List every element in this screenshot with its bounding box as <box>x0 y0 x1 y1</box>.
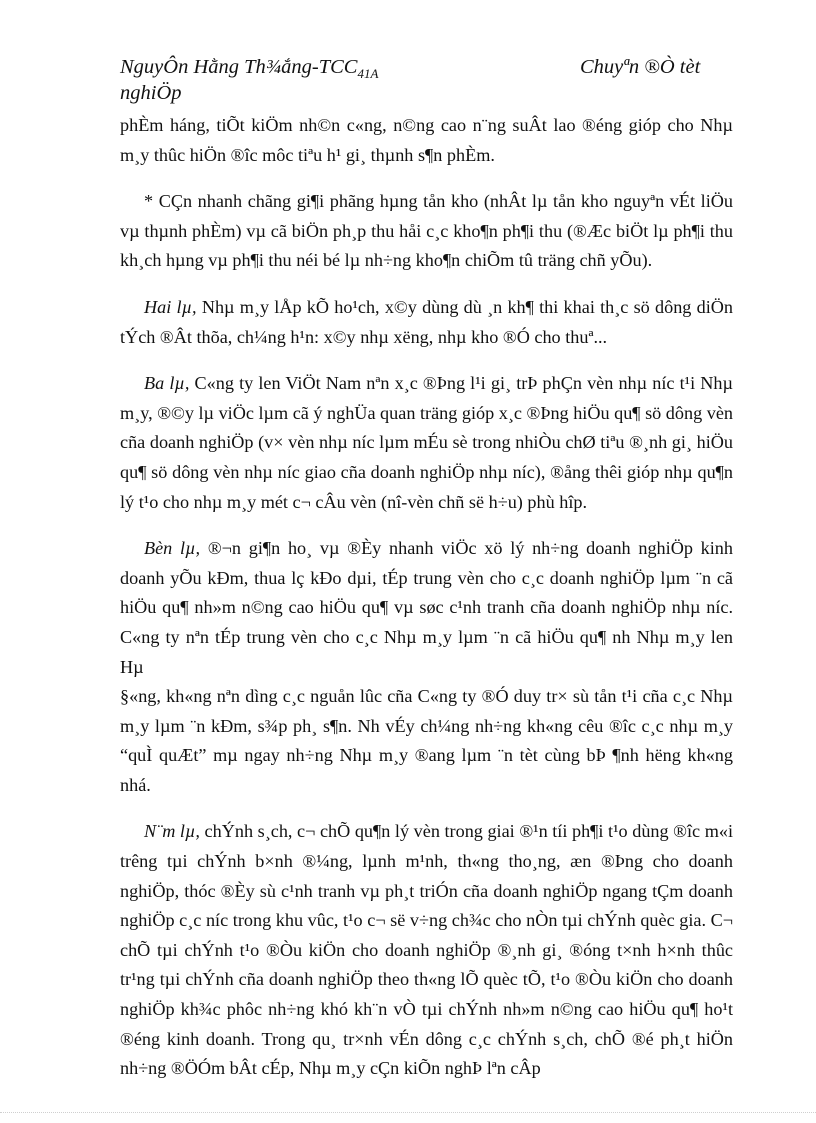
paragraph-5: Bèn lµ, ®¬n gi¶n ho¸ vµ ®Èy nhanh viÖc xö lý nh÷ng doanh nghiÖp kinh doanh yÕu kÐm, thua lç kÐo dµi, tÉp trung vèn cho c¸c doanh nghiÖp lµm ¨n cã hiÖu qu¶ nh»m n©ng cao hiÖu qu¶ vµ søc c¹nh tranh cña doanh nghiÖp nhµ níc. C«ng ty nªn tÉp trung vèn cho c¸c Nhµ m¸y lµm ¨n cã hiÖu qu¶ nh Nhµ m¸y len Hµ <box>120 538 733 677</box>
paragraph-2: * CÇn nhanh chãng gi¶i phãng hµng tån kho (nhÂt lµ tån kho nguyªn vÉt liÖu vµ thµnh phÈm) vµ cã biÖn ph¸p thu håi c¸c kho¶n ph¶i thu (®Æc biÖt lµ ph¶i thu kh¸ch hµng vµ ph¶i thu néi bé lµ nh÷ng kho¶n chiÕm tû träng chñ yÕu). <box>120 191 733 271</box>
paragraph-3: Hai lµ, Nhµ m¸y lÅp kÕ ho¹ch, x©y dùng dù ¸n kh¶ thi khai th¸c sö dông diÖn tÝch ®Ât thõa, ch¼ng h¹n: x©y nhµ xëng, nhµ kho ®Ó cho thuª... <box>120 296 733 347</box>
paragraph-4: Ba lµ, C«ng ty len ViÖt Nam nªn x¸c ®Þng l¹i gi¸ trÞ phÇn vèn nhµ níc t¹i Nhµ m¸y, ®©y lµ viÖc lµm cã ý nghÜa quan träng gióp x¸c ®Þng hiÖu qu¶ sö dông vèn cña doanh nghiÖp (v× vèn nhµ níc lµm mÉu sè trong nhiÒu chØ tiªu ®¸nh gi¸ hiÖu qu¶ sö dông vèn nhµ níc giao cña doanh nghiÖp nhµ níc), ®ång thêi gióp nhµ qu¶n lý t¹o cho nhµ m¸y mét c¬ cÂu vèn (nî-vèn chñ së h÷u) phù hîp. <box>120 373 733 512</box>
paragraph-7: N¨m lµ, chÝnh s¸ch, c¬ chÕ qu¶n lý vèn trong giai ®¹n tíi ph¶i t¹o dùng ®îc m«i trêng tµi chÝnh b×nh ®¼ng, lµnh m¹nh, th«ng tho¸ng, æn ®Þng cho doanh nghiÖp, thóc ®Èy sù c¹nh tranh vµ ph¸t triÓn cña doanh nghiÖp ngang tÇm doanh nghiÖp c¸c níc trong khu vûc, t¹o c¬ së v÷ng ch¾c cho nÒn tµi chÝnh quèc gia. C¬ chÕ tµi chÝnh t¹o ®Òu kiÖn cho doanh nghiÖp ®¸nh gi¸ ®óng t×nh h×nh thûc tr¹ng tµi chÝnh cña doanh nghiÖp theo th«ng lÕ quèc tÕ, t¹o ®Òu kiÖn cho doanh nghiÖp kh¾c phôc nh÷ng khó kh¨n vÒ tµi chÝnh nh»m n©ng cao hiÖu qu¶ ho¹t ®éng kinh doanh. Trong qu¸ tr×nh vÉn dông c¸c chÝnh s¸ch, chÕ ®é ph¸t hiÖn nh÷ng ®ÖÓm bÂt cÉp, Nhµ m¸y cÇn kiÕn nghÞ lªn cÂp <box>120 821 733 1079</box>
document-body <box>120 111 733 1084</box>
header-topic: Chuyªn ®Ò tèt <box>580 56 701 78</box>
paragraph-1: phÈm háng, tiÕt kiÖm nh©n c«ng, n©ng cao n¨ng suÂt lao ®éng gióp cho Nhµ m¸y thûc hiÖn ®îc môc tiªu h¹ gi¸ thµnh s¶n phÈm. <box>120 115 733 165</box>
header-class-subscript: 41A <box>357 66 379 81</box>
header-author: NguyÔn Hằng Th¾ắng-$TCC_{41A}$ <box>120 56 379 81</box>
paragraph-6: §«ng, kh«ng nªn dìng c¸c nguån lûc cña C«ng ty ®Ó duy tr× sù tån t¹i cña c¸c Nhµ m¸y lµm ¨n kÐm, s¾p ph¸ s¶n. Nh vÉy ch¼ng nh÷ng kh«ng cêu ®îc c¸c nhµ m¸y “quÌ quÆt” mµ ngay nh÷ng Nhµ m¸y ®ang lµm ¨n tèt cùng bÞ ¶nh hëng kh«ng nhá. <box>120 686 733 795</box>
page-bottom-divider <box>0 1112 816 1113</box>
header-topic-continued: nghiÖp <box>120 82 182 104</box>
